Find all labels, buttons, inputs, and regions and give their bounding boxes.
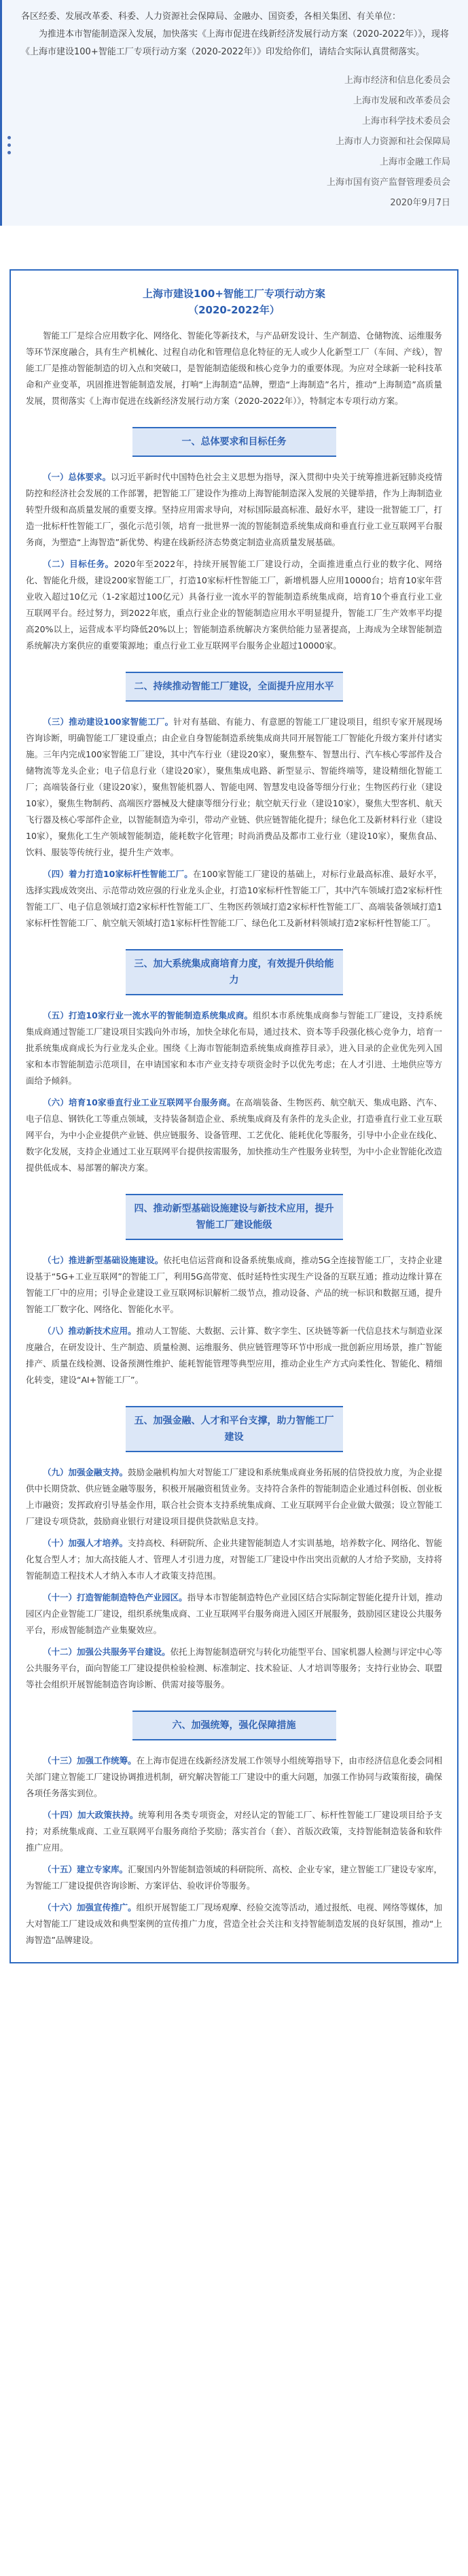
section-paragraph [26, 469, 442, 551]
paragraph-text: 组织本市系统集成商参与智能工厂建设，支持系统集成商通过智能工厂建设项目实践向外市场，加快全球化布局，通过技术、资本等手段强化核心竞争力，培育一批系统集成商成长为行业龙头企业。围绕《上海市智能制造系统集成商推荐目录》，进入目录的企业优先列入国家和本市智能制造示范项目，在申请国家和本市产业支持专项资金时予以优先考虑；在人才引进、土地供应等方面给予倾斜。 [26, 1010, 442, 1086]
paragraph-lead: （十三）加强工作统筹。 [43, 1755, 137, 1766]
paragraph-text: 以习近平新时代中国特色社会主义思想为指导，深入贯彻中央关于统筹推进新冠肺炎疫情防控和经济社会发展的工作部署，把智能工厂建设作为推动上海智能制造深入发展的关键举措，作为上海制造业转型升级和高质量发展的重要支撑。坚持应用需求导向，对标国际最高标准、最好水平，建设一批智能工厂，打造一批标杆性智能工厂，强化示范引领，培育一批世界一流的智能制造系统集成商和垂直行业工业互联网平台服务商，为塑造“上海智造”新优势、构建在线新经济态势奠定制造业高质量发展基础。 [26, 472, 442, 547]
paragraph-text: 统筹利用各类专项资金，对经认定的智能工厂、标杆性智能工厂建设项目给予支持；对系统集成商、工业互联网平台服务商给予奖励；落实首台（套）、首版次政策，支持智能制造装备和软件推广应用。 [26, 1810, 442, 1853]
paragraph-lead: （五）打造10家行业一流水平的智能制造系统集成商。 [43, 1010, 253, 1020]
section-paragraph [26, 1252, 442, 1318]
paragraph-lead: （十四）加大政策扶持。 [43, 1810, 139, 1820]
paragraph-lead: （九）加强金融支持。 [43, 1467, 128, 1477]
signatory: 上海市科学技术委员会 [361, 116, 450, 126]
section-paragraph [26, 1535, 442, 1584]
paragraph-lead: （三）推动建设100家智能工厂。 [43, 717, 174, 727]
paragraph-text: 针对有基础、有能力、有意愿的智能工厂建设项目，组织专家开展现场咨询诊断，明确智能工厂建设重点；由企业自身智能制造系统集成商共同开展智能工厂智能化升级方案并付诸实施。三年内完成100家智能工厂建设，其中汽车行业（建设20家），聚焦整车、智慧出行、汽车核心零部件及合储物流等龙头企业；电子信息行业（建设20家），聚焦集成电路、新型显示、智能终端等，建设精细化智能工厂；高端装备行业（建设20家），聚焦智能机器人、智能电网、智慧发电设备等细分行业；生物医药行业（建设10家），聚焦生物制药、高端医疗器械及大健康等细分行业；航空航天行业（建设10家），聚焦大型客机、航天飞行器及核心零部件企业，以智能制造为牵引，带动产业链、供应链智能化提升；绿色化工及新材料行业（建设10家），聚焦化工生产领域智能制造，能耗数字化管理；时尚消费品及都市工业行业（建设10家），聚焦食品、饮料、服装等传统行业，提升生产效率。 [26, 717, 442, 857]
paragraph-text: 2020年至2022年，持续开展智能工厂建设行动，全面推进重点行业的数字化、网络化、智能化升级，建设200家智能工厂，打造10家标杆性智能工厂，新增机器人应用10000台；培育10家年营业收入超过10亿元（1-2家超过100亿元）具备行业一流水平的智能制造系统集成商，培育10个垂直行业工业互联网平台。经过努力，到2022年底，重点行业企业的智能制造应用水平明显提升，智能工厂生产效率平均提高20%以上，运营成本平均降低20%以上；智能制造系统解决方案供给能力显著提高，上海成为全球智能制造系统解决方案供应的重要策源地；重点行业工业互联网平台服务企业超过10000家。 [26, 559, 442, 651]
notice-recipients: 各区经委、发展改革委、科委、人力资源社会保障局、金融办、国资委，各相关集团、有关单位： [21, 12, 401, 22]
section-paragraph [26, 556, 442, 654]
paragraph-lead: （六）培育10家垂直行业工业互联网平台服务商。 [43, 1097, 236, 1107]
paragraph-lead: （十）加强人才培养。 [43, 1538, 128, 1548]
article-card [10, 269, 458, 1963]
paragraph-text: 鼓励金融机构加大对智能工厂建设和系统集成商业务拓展的信贷投放力度，为企业提供中长期贷款、供应链金融等服务，积极开展融资租赁业务。支持符合条件的智能制造企业通过科创板、创业板上市融资；发挥政府引导基金作用，联合社会资本支持系统集成商、工业互联网平台企业做大做强；设立智能工厂建设专项贷款，鼓励商业银行对建设项目提供贷款贴息支持。 [26, 1467, 442, 1526]
section-paragraph [26, 1644, 442, 1693]
article-sections [26, 427, 442, 1948]
section-paragraph [26, 1095, 442, 1176]
signatory: 上海市发展和改革委员会 [353, 96, 450, 106]
section-paragraph [26, 1861, 442, 1894]
section-paragraph [26, 1590, 442, 1638]
signatory: 上海市经济和信息化委员会 [344, 75, 450, 86]
section-heading: 六、加强统筹，强化保障措施 [132, 1711, 336, 1740]
paragraph-text: 依托上海智能制造研究与转化功能型平台、国家机器人检测与评定中心等公共服务平台，面向智能工厂建设提供检验检测、标准制定、技术验证、人才培训等服务；支持行业协会、联盟等社会组织开展智能制造咨询诊断、供需对接等服务。 [26, 1647, 442, 1689]
section-paragraph [26, 1008, 442, 1089]
article-intro: 智能工厂是综合应用数字化、网络化、智能化等新技术，与产品研发设计、生产制造、仓储物流、运维服务等环节深度融合，具有生产机械化、过程自动化和管理信息化特征的无人或少人化新型工厂（车间、产线），智能工厂是推动智能制造的切入点和突破口，是智能制造能级和核心竞争力的重要体现。为应对全球新一轮科技革命和产业变革，巩固推进智能制造发展，打响“上海制造”品牌，塑造“上海制造”名片，推动“上海制造”高质量发展，贯彻落实《上海市促进在线新经济发展行动方案（2020-2022年）》，特制定本专项行动方案。 [26, 330, 442, 406]
paragraph-text: 在高端装备、生物医药、航空航天、集成电路、汽车、电子信息、钢铁化工等重点领域，支持装备制造企业、系统集成商及有条件的龙头企业，打造垂直行业工业互联网平台，为中小企业提供产业链、供应链服务、设备管理、工艺优化、能耗优化等服务，引导中小企业在线化、数字化发展，支持企业通过工业互联网平台提供按需服务，加快推动生产性服务业转型，为中小企业智能化改造提供低成本、易部署的解决方案。 [26, 1097, 442, 1173]
paragraph-text: 推动人工智能、大数据、云计算、数字孪生、区块链等新一代信息技术与制造业深度融合，在研发设计、生产制造、质量检测、运维服务、供应链管理等环节中形成一批创新应用场景，推广智能排产、质量在线检测、设备预测性维护、能耗智能管理等典型应用，推动企业生产方式向柔性化、智能化、精细化转变，建设“AI+智能工厂”。 [26, 1326, 442, 1385]
section-heading: 一、总体要求和目标任务 [132, 427, 336, 457]
paragraph-lead: （十二）加强公共服务平台建设。 [43, 1647, 170, 1657]
paragraph-lead: （二）目标任务。 [43, 559, 114, 569]
section-paragraph [26, 1753, 442, 1802]
section-paragraph [26, 714, 442, 861]
paragraph-lead: （十五）建立专家库。 [43, 1864, 128, 1874]
paragraph-lead: （一）总体要求。 [43, 472, 111, 482]
section-heading: 五、加强金融、人才和平台支撑，助力智能工厂建设 [126, 1406, 343, 1452]
side-dots-decoration [7, 136, 12, 158]
paragraph-text: 组织开展智能工厂现场观摩、经验交流等活动，通过报纸、电视、网络等媒体，加大对智能工厂建设成效和典型案例的宣传推广力度，营造全社会关注和支持智能制造发展的良好氛围，推动“上海智造”品牌建设。 [26, 1902, 442, 1945]
paragraph-lead: （八）推动新技术应用。 [43, 1326, 137, 1336]
paragraph-text: 汇聚国内外智能制造领域的科研院所、高校、企业专家，建立智能工厂建设专家库，为智能工厂建设提供咨询诊断、方案评估、验收评价等服务。 [26, 1864, 442, 1891]
notice-box [0, 0, 468, 226]
paragraph-text: 支持高校、科研院所、企业共建智能制造人才实训基地，培养数字化、网络化、智能化复合型人才；加大高技能人才、管理人才引进力度，对智能工厂建设中作出突出贡献的人才给予奖励，支持将智能制造工程技术人才纳入本市人才政策支持范围。 [26, 1538, 442, 1581]
article-title-subline: （2020-2022年） [188, 304, 280, 316]
paragraph-lead: （十六）加强宣传推广。 [43, 1902, 137, 1912]
paragraph-text: 依托电信运营商和设备系统集成商，推动5G全连接智能工厂，支持企业建设基于“5G+工业互联网”的智能工厂，利用5G高带宽、低时延特性实现生产设备的互联互通；推动边缘计算在智能工厂中的应用；引导企业建设工业互联网标识解析二级节点，推动设备、产品的统一标识和数据互通，提升智能工厂数字化、网络化、智能化水平。 [26, 1255, 442, 1314]
signatory: 上海市金融工作局 [379, 157, 450, 167]
spacer [0, 226, 468, 269]
section-paragraph [26, 1323, 442, 1388]
section-paragraph [26, 1464, 442, 1530]
notice-body: 为推进本市智能制造深入发展，加快落实《上海市促进在线新经济发展行动方案（2020-2022年）》，现将《上海市建设100+智能工厂专项行动方案（2020-2022年）》印发给你们，请结合实际认真贯彻落实。 [21, 29, 449, 57]
section-heading: 四、推动新型基础设施建设与新技术应用，提升智能工厂建设能级 [126, 1194, 343, 1240]
paragraph-lead: （十一）打造智能制造特色产业园区。 [43, 1592, 187, 1602]
article-title-line: 上海市建设100+智能工厂专项行动方案 [143, 288, 325, 300]
paragraph-text: 指导本市智能制造特色产业园区结合实际制定智能化提升计划，推动园区内企业智能工厂建设，组织系统集成商、工业互联网平台服务商进入园区开展服务，鼓励园区建设公共服务平台，形成智能制造产业集聚效应。 [26, 1592, 442, 1635]
notice-signatories [21, 71, 456, 213]
paragraph-text: 在上海市促进在线新经济发展工作领导小组统筹指导下，由市经济信息化委会同相关部门建立智能工厂建设协调推进机制，研究解决智能工厂建设中的重大问题，加强工作协同与政策衔接，确保各项任务落实到位。 [26, 1755, 442, 1798]
paragraph-lead: （四）着力打造10家标杆性智能工厂。 [43, 869, 193, 879]
signatory: 上海市国有资产监督管理委员会 [326, 177, 450, 188]
section-paragraph [26, 1900, 442, 1948]
section-heading: 二、持续推动智能工厂建设，全面提升应用水平 [126, 672, 343, 702]
notice-date: 2020年9月7日 [390, 198, 450, 208]
section-paragraph [26, 866, 442, 931]
paragraph-lead: （七）推进新型基础设施建设。 [43, 1255, 164, 1265]
paragraph-text: 在100家智能工厂建设的基础上，对标行业最高标准、最好水平，选择实践成效突出、示范带动效应强的行业龙头企业，打造10家标杆性智能工厂，其中汽车领域打造2家标杆性智能工厂、电子信息领域打造2家标杆性智能工厂、生物医药领域打造2家标杆性智能工厂、高端装备领域打造1家标杆性智能工厂、航空航天领域打造1家标杆性智能工厂、绿色化工及新材料领域打造2家标杆性智能工厂。 [26, 869, 442, 928]
article-title [26, 286, 442, 318]
signatory: 上海市人力资源和社会保障局 [335, 137, 450, 147]
section-heading: 三、加大系统集成商培育力度，有效提升供给能力 [126, 949, 343, 995]
section-paragraph [26, 1807, 442, 1856]
